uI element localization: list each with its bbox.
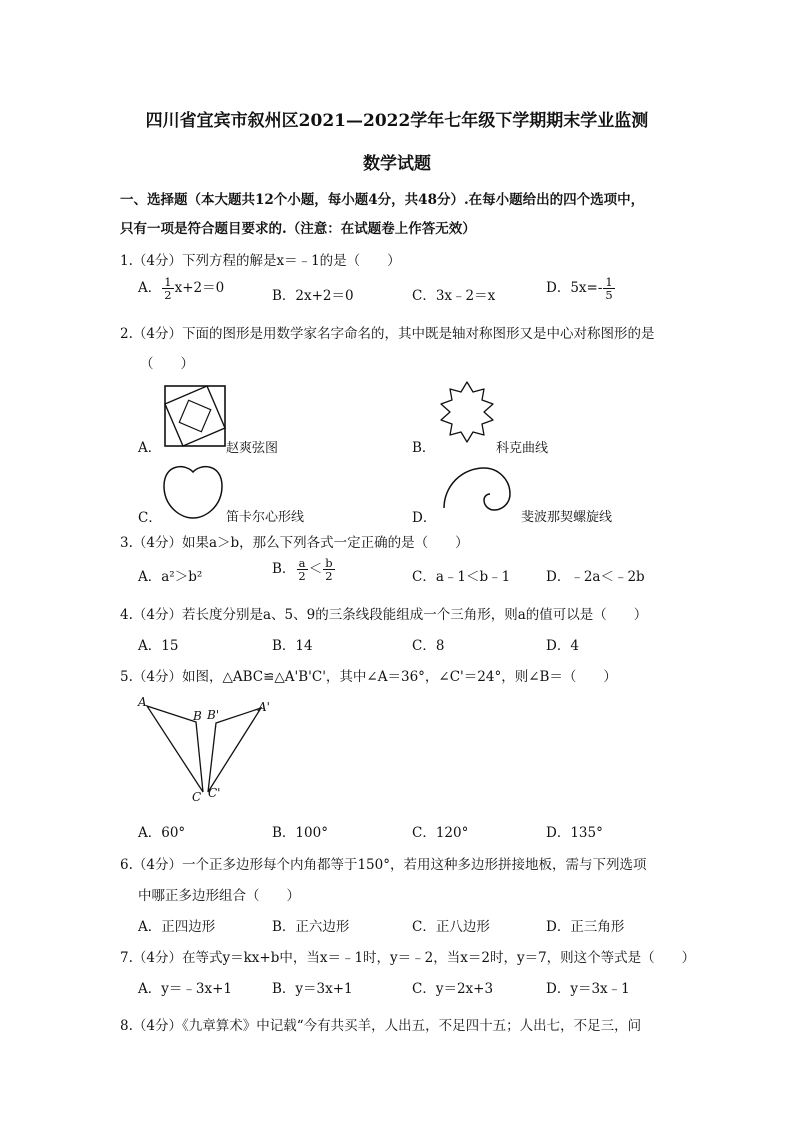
diagram-label-a-prime: A' [258,700,270,714]
question-4-stem: 4.（4分）若长度分别是a、5、9的三条线段能组成一个三角形，则a的值可以是（ ） [120,607,648,623]
cardioid-diagram [160,462,226,522]
question-2-stem-line2: （ ） [140,356,194,372]
question-1-option-b: B．2x+2＝0 [272,288,354,304]
question-7-option-c: C．y＝2x+3 [412,981,494,997]
question-5-option-a: A．60° [138,825,186,841]
question-4-option-a: A．15 [138,638,179,654]
question-7-option-d: D．y＝3x﹣1 [546,981,630,997]
question-6-stem-line1: 6.（4分）一个正多边形每个内角都等于150°，若用这种多边形拼接地板，需与下列选项 [120,857,647,873]
question-3-stem: 3.（4分）如果a＞b，那么下列各式一定正确的是（ ） [120,535,469,551]
question-6-stem-line2: 中哪正多边形组合（ ） [138,888,300,904]
question-4-option-c: C．8 [412,638,445,654]
diagram-label-a: A [138,695,147,709]
page-title: 四川省宜宾市叙州区2021—2022学年七年级下学期期末学业监测 [145,111,649,131]
diagram-label-c-prime: C' [208,786,221,800]
diagram-label-b-prime: B' [207,708,220,722]
question-3-option-c: C．a﹣1＜b﹣1 [412,569,511,585]
question-2-stem-line1: 2.（4分）下面的图形是用数学家名字命名的，其中既是轴对称图形又是中心对称图形的是 [120,326,655,342]
question-7-stem: 7.（4分）在等式y＝kx+b中，当x＝﹣1时，y＝﹣2，当x＝2时，y＝7，则这个等式是（ ） [120,950,696,966]
question-3-option-b: B． $\frac{a}{2}$ ＜ $\frac{b}{2}$ [272,556,333,583]
question-1-option-d: D．5x=- $\frac{1}{5}$ [546,275,613,302]
page-subtitle: 数学试题 [363,154,431,174]
question-6-option-b: B．正六边形 [272,919,350,935]
fibonacci-spiral-diagram [440,462,522,510]
koch-curve-diagram [437,380,497,444]
zhao-shuang-diagram [164,385,226,447]
diagram-label-b: B [193,709,202,723]
question-4-option-d: D．4 [546,638,579,654]
question-8-stem: 8.（4分）《九章算术》中记载“今有共买羊，人出五，不足四十五；人出七，不足三，问 [120,1018,642,1034]
question-1-option-c: C．3x﹣2＝x [412,288,496,304]
section-heading-line1: 一、选择题（本大题共12个小题，每小题4分，共48分）.在每小题给出的四个选项中， [120,192,645,208]
question-2-option-c-label: 笛卡尔心形线 [226,510,305,525]
question-1-stem: 1.（4分）下列方程的解是x＝﹣1的是（ ） [120,253,401,269]
question-5-option-b: B．100° [272,825,328,841]
question-5-option-c: C．120° [412,825,469,841]
question-2-option-d-label: 斐波那契螺旋线 [521,510,613,525]
question-5-stem: 5.（4分）如图，△ABC≌△A'B'C'，其中∠A＝36°，∠C'＝24°，则∠B＝（ ） [120,669,617,685]
question-6-option-d: D．正三角形 [546,919,625,935]
question-2-option-b-label: 科克曲线 [496,441,549,456]
question-4-option-b: B．14 [272,638,313,654]
diagram-label-c: C [192,790,202,804]
question-7-option-a: A．y＝﹣3x+1 [138,981,232,997]
question-6-option-a: A．正四边形 [138,919,216,935]
question-3-option-d: D．﹣2a＜﹣2b [546,569,645,585]
section-heading-line2: 只有一项是符合题目要求的.（注意：在试题卷上作答无效） [120,221,476,237]
question-2-option-a-label: 赵爽弦图 [226,441,279,456]
question-1-option-a: A． $\frac{1}{2}$ x+2＝0 [138,275,225,302]
question-2-option-b-letter: B． [412,440,436,456]
question-3-option-a: A．a²＞b² [138,569,203,585]
question-2-option-a-letter: A． [138,440,162,456]
question-2-option-c-letter: C． [138,510,162,526]
question-5-option-d: D．135° [546,825,603,841]
question-7-option-b: B．y＝3x+1 [272,981,353,997]
question-6-option-c: C．正八边形 [412,919,490,935]
question-2-option-d-letter: D． [412,510,437,526]
